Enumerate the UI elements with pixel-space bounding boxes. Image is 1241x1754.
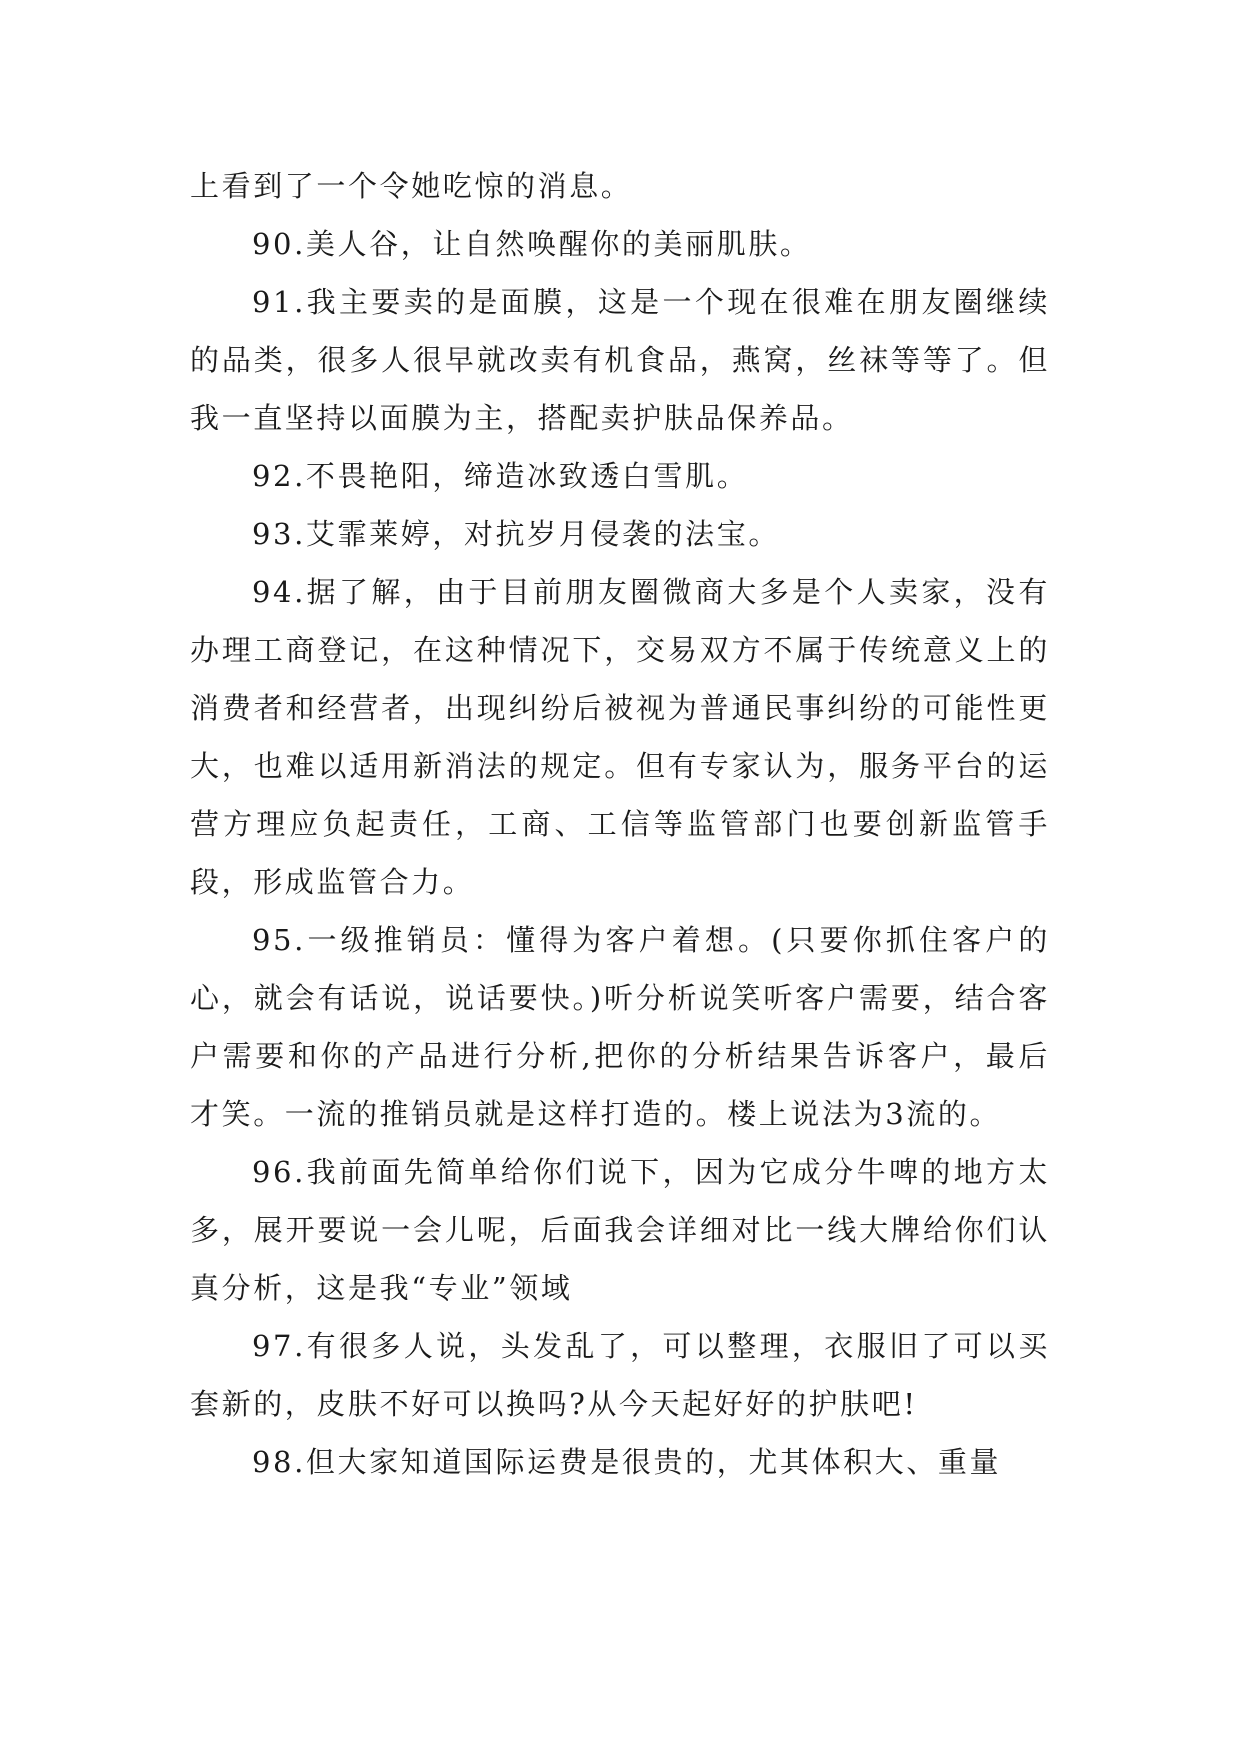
paragraph-item-96: 96.我前面先简单给你们说下，因为它成分牛啤的地方太多，展开要说一会儿呢，后面我会详细对比一线大牌给你们认真分析，这是我“专业”领域	[190, 1155, 1050, 1305]
paragraph-continuation: 上看到了一个令她吃惊的消息。	[190, 169, 633, 203]
paragraph-item-95: 95.一级推销员：懂得为客户着想。(只要你抓住客户的心，就会有话说，说话要快。)听分析说笑听客户需要，结合客户需要和你的产品进行分析,把你的分析结果告诉客户，最后才笑。一流的推销员就是这样打造的。楼上说法为3流的。	[190, 923, 1050, 1131]
paragraph-item-97: 97.有很多人说，头发乱了，可以整理，衣服旧了可以买套新的，皮肤不好可以换吗?从今天起好好的护肤吧!	[190, 1329, 1050, 1421]
paragraph-item-98: 98.但大家知道国际运费是很贵的，尤其体积大、重量	[252, 1445, 1002, 1479]
paragraph-item-91: 91.我主要卖的是面膜，这是一个现在很难在朋友圈继续的品类，很多人很早就改卖有机食品，燕窝，丝袜等等了。但我一直坚持以面膜为主，搭配卖护肤品保养品。	[190, 285, 1050, 435]
paragraph-item-90: 90.美人谷，让自然唤醒你的美丽肌肤。	[252, 227, 812, 261]
document-body	[190, 157, 1050, 1491]
paragraph-item-92: 92.不畏艳阳，缔造冰致透白雪肌。	[252, 459, 749, 493]
paragraph-item-94: 94.据了解，由于目前朋友圈微商大多是个人卖家，没有办理工商登记，在这种情况下，交易双方不属于传统意义上的消费者和经营者，出现纠纷后被视为普通民事纠纷的可能性更大，也难以适用新消法的规定。但有专家认为，服务平台的运营方理应负起责任，工商、工信等监管部门也要创新监管手段，形成监管合力。	[190, 575, 1050, 899]
paragraph-item-93: 93.艾霏莱婷，对抗岁月侵袭的法宝。	[252, 517, 780, 551]
